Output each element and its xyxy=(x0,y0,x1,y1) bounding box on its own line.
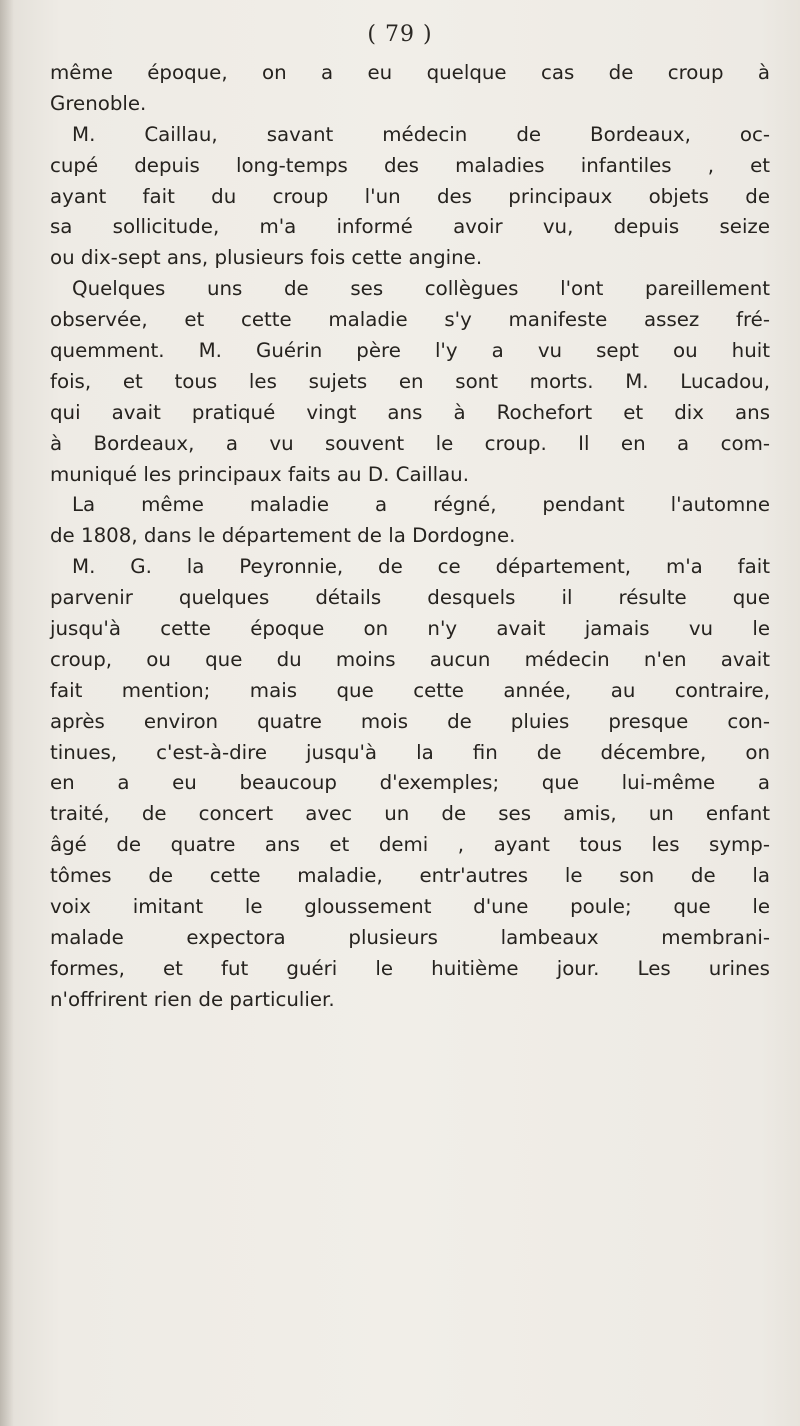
text-line: âgé de quatre ans et demi , ayant tous les symp- xyxy=(50,833,770,857)
text-line: ou dix-sept ans, plusieurs fois cette angine. xyxy=(50,246,483,270)
text-line: formes, et fut guéri le huitième jour. Les urines xyxy=(50,956,770,980)
text-line: jusqu'à cette époque on n'y avait jamais vu le xyxy=(50,617,770,641)
text-line: traité, de concert avec un de ses amis, un enfant xyxy=(50,802,770,826)
text-line: Quelques uns de ses collègues l'ont pareillement xyxy=(72,277,770,301)
text-line: M. G. la Peyronnie, de ce département, m'a fait xyxy=(72,555,770,579)
text-line: Grenoble. xyxy=(50,91,147,115)
text-line: tômes de cette maladie, entr'autres le son de la xyxy=(50,864,770,888)
text-line: observée, et cette maladie s'y manifeste assez fré- xyxy=(50,308,770,332)
text-line: ayant fait du croup l'un des principaux objets de xyxy=(50,184,770,208)
text-line: M. Caillau, savant médecin de Bordeaux, oc- xyxy=(72,122,770,146)
text-line: tinues, c'est-à-dire jusqu'à la fin de décembre, on xyxy=(50,740,770,764)
text-line: voix imitant le gloussement d'une poule; que le xyxy=(50,895,770,919)
text-line: de 1808, dans le département de la Dordogne. xyxy=(50,524,516,548)
text-line: parvenir quelques détails desquels il résulte que xyxy=(50,586,770,610)
text-line: fois, et tous les sujets en sont morts. M. Lucadou, xyxy=(50,369,770,393)
text-line: en a eu beaucoup d'exemples; que lui-même a xyxy=(50,771,770,795)
page-number: ( 79 ) xyxy=(367,22,433,47)
gutter-shadow xyxy=(0,0,14,1426)
text-line: sa sollicitude, m'a informé avoir vu, depuis seize xyxy=(50,215,770,239)
text-line: après environ quatre mois de pluies presque con- xyxy=(50,709,770,733)
text-line: n'offrirent rien de particulier. xyxy=(50,987,335,1011)
text-line: muniqué les principaux faits au D. Caillau. xyxy=(50,462,470,486)
text-line: cupé depuis long-temps des maladies infantiles , et xyxy=(50,153,770,177)
text-line: qui avait pratiqué vingt ans à Rochefort et dix ans xyxy=(50,400,770,424)
text-line: même époque, on a eu quelque cas de croup à xyxy=(50,61,770,84)
text-line: malade expectora plusieurs lambeaux membrani- xyxy=(50,925,770,949)
text-line: fait mention; mais que cette année, au contraire, xyxy=(50,678,770,702)
text-line: La même maladie a régné, pendant l'automne xyxy=(72,493,770,517)
body-text xyxy=(50,58,770,1016)
text-line: à Bordeaux, a vu souvent le croup. Il en a com- xyxy=(50,431,770,455)
text-line: quemment. M. Guérin père l'y a vu sept ou huit xyxy=(50,339,770,363)
text-line: croup, ou que du moins aucun médecin n'en avait xyxy=(50,647,770,671)
